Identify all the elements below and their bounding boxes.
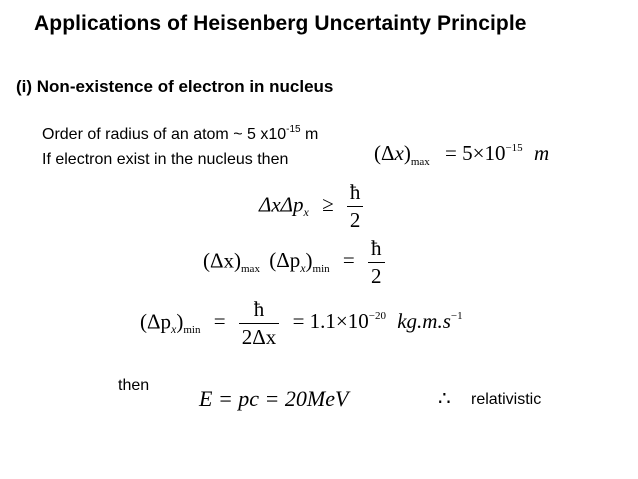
eq4-unit: kg.m.s	[397, 309, 451, 334]
section-subtitle: (i) Non-existence of electron in nucleus	[16, 77, 334, 96]
nucleus-condition-line: If electron exist in the nucleus then	[42, 151, 289, 168]
eq3-mid: (Δp	[269, 248, 301, 273]
equation-uncertainty-principle	[259, 180, 363, 233]
eq1-close: )	[403, 141, 411, 165]
eq2-sub: x	[303, 205, 309, 220]
eq4-exp: −20	[368, 310, 386, 323]
equation-energy: E = pc = 20MeV	[199, 386, 349, 411]
eq1-rhs: = 5×10	[445, 141, 506, 165]
eq3-sub1: max	[241, 263, 260, 276]
equation-delta-x-max	[374, 141, 549, 166]
eq4-sub2: min	[183, 324, 201, 337]
eq3-sub2: x	[300, 261, 306, 276]
eq3-num: ħ	[371, 236, 382, 260]
eq4-den: 2Δx	[239, 323, 280, 350]
eq2-num: ħ	[349, 180, 361, 204]
equation-min-max	[203, 236, 385, 289]
then-label: then	[118, 377, 150, 394]
eq4-close: )	[176, 309, 184, 334]
eq4-unit-exp: −1	[450, 310, 463, 323]
eq1-exp: −15	[505, 142, 523, 154]
eq1-unit: m	[533, 141, 550, 165]
eq1-open: (Δ	[374, 141, 395, 165]
eq2-lhs: ΔxΔp	[259, 192, 304, 217]
eq4-num: ħ	[253, 297, 265, 321]
eq2-fraction	[347, 180, 364, 233]
eq4-fraction	[239, 297, 280, 350]
eq1-var: x	[394, 141, 404, 165]
eq4-rel: =	[213, 309, 226, 334]
eq4-sub1: x	[171, 322, 177, 337]
eq3-close: )	[305, 248, 313, 273]
atom-radius-unit: m	[300, 126, 319, 143]
atom-radius-line	[42, 126, 318, 144]
therefore-symbol: ∴	[438, 388, 451, 410]
eq3-sub3: min	[312, 263, 330, 276]
atom-radius-text: Order of radius of an atom ~ 5 x10	[42, 126, 287, 143]
eq1-sub: max	[410, 156, 430, 168]
eq2-den: 2	[347, 206, 364, 233]
equation-delta-p-min	[140, 297, 463, 350]
eq4-lhs: (Δp	[140, 309, 171, 334]
eq2-rel: ≥	[322, 192, 334, 217]
atom-radius-exponent: -15	[286, 124, 301, 135]
eq3-fraction	[368, 236, 385, 289]
eq3-lhs: (Δx)	[203, 248, 241, 273]
eq4-rhs: = 1.1×10	[292, 309, 369, 334]
eq3-rel: =	[342, 248, 355, 273]
slide-title: Applications of Heisenberg Uncertainty Principle	[34, 12, 527, 35]
conclusion-text: relativistic	[471, 391, 542, 408]
eq3-den: 2	[368, 262, 385, 289]
